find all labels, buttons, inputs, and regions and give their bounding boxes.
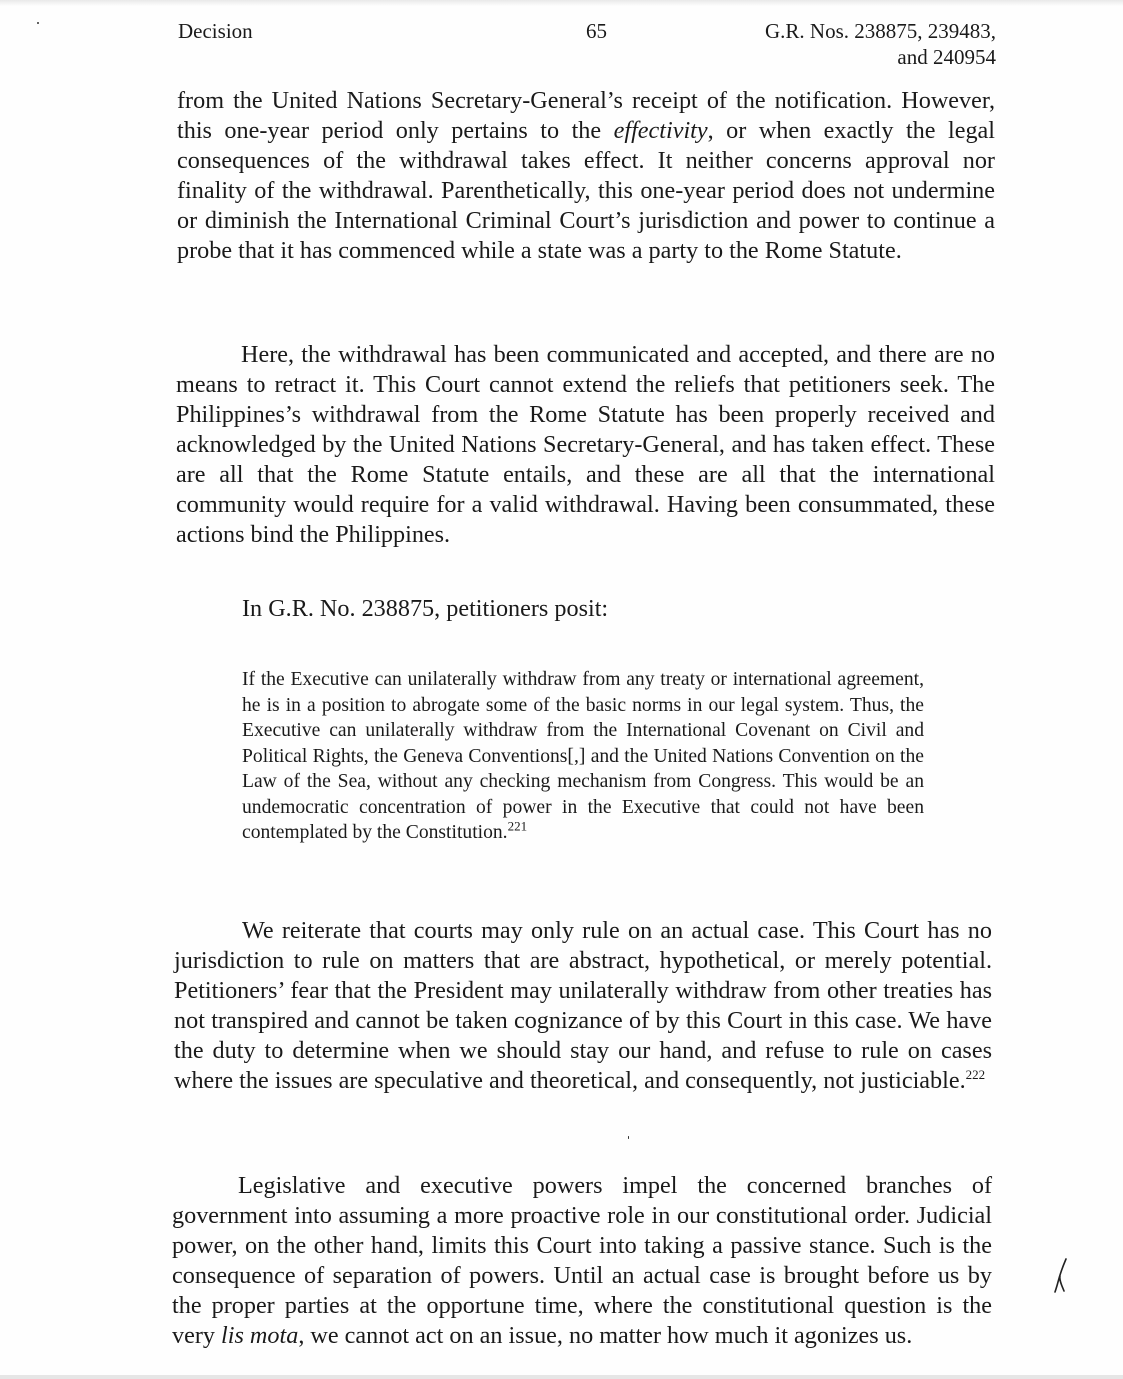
paragraph-actual-case-text: We reiterate that courts may only rule on an actual case. This Court has no jurisdiction to rule on matters that are abstract, hypothetical, or merely potential. Petitioners’ fear that the President may unilaterally withdraw from other treaties has not transpired and cannot be taken cognizance of by this Court in this case. We have the duty to determine when we should stay our hand, and refuse to rule on cases where the issues are speculative and theoretical, and consequently, not justiciable. (174, 917, 992, 1094)
scan-speck (37, 22, 39, 24)
paragraph-actual-case (174, 916, 992, 1096)
header-decision-label: Decision (178, 19, 253, 43)
scan-bottom-edge (0, 1375, 1123, 1379)
footnote-ref-222: 222 (965, 1066, 986, 1082)
footnote-ref-221: 221 (507, 818, 528, 834)
paragraph-withdrawal-accepted: Here, the withdrawal has been communicated and accepted, and there are no means to retract it. This Court cannot extend the reliefs that petitioners seek. The Philippines’s withdrawal from the Rome Statute has been properly received and acknowledged by the United Nations Secretary-General, and has taken effect. These are all that the Rome Statute entails, and these are all that the international community would require for a valid withdrawal. Having been consummated, these actions bind the Philippines. (176, 341, 995, 548)
paragraph-effectivity-text-b: , or when exactly the legal consequences of the withdrawal takes effect. It neither concerns approval nor finality of the withdrawal. Parenthetically, this one-year period does not undermine or diminish the International Criminal Court’s jurisdiction and power to continue a probe that it has commenced while a state was a party to the Rome Statute. (177, 117, 995, 264)
header-case-line-1: G.R. Nos. 238875, 239483, (764, 19, 996, 43)
header-case-line-2: and 240954 (897, 45, 996, 69)
paragraph-petitioners-posit: In G.R. No. 238875, petitioners posit: (242, 595, 609, 622)
header-page-number: 65 (586, 19, 607, 43)
emphasis-lis-mota: lis mota (221, 1322, 299, 1349)
paragraph-separation-text-b: , we cannot act on an issue, no matter how much it agonizes us. (298, 1322, 913, 1349)
scan-speck (628, 1136, 629, 1139)
paragraph-effectivity (177, 86, 995, 266)
paragraph-effectivity-text-a: from the United Nations Secretary-General’s receipt of the notification. However, this one-year period only pertains to the (177, 87, 995, 144)
handwritten-initial-mark (1050, 1256, 1074, 1296)
block-quote-text: If the Executive can unilaterally withdraw from any treaty or international agreement, he is in a position to abrogate some of the basic norms in our legal system. Thus, the Executive can unilaterally withdraw from the International Covenant on Civil and Political Rights, the Geneva Conventions[,] and the United Nations Convention on the Law of the Sea, without any checking mechanism from Congress. This would be an undemocratic concentration of power in the Executive that could not have been contemplated by the Constitution. (242, 669, 924, 843)
block-quote (242, 667, 924, 846)
scan-top-edge (0, 0, 1123, 6)
header-case-numbers (765, 18, 996, 70)
paragraph-separation-text-a: Legislative and executive powers impel the concerned branches of government into assuming a more proactive role in our constitutional order. Judicial power, on the other hand, limits this Court into taking a passive stance. Such is the consequence of separation of powers. Until an actual case is brought before us by the proper parties at the opportune time, where the constitutional question is the very (172, 1172, 992, 1349)
paragraph-separation-of-powers (172, 1171, 992, 1351)
emphasis-effectivity: effectivity (613, 117, 708, 144)
